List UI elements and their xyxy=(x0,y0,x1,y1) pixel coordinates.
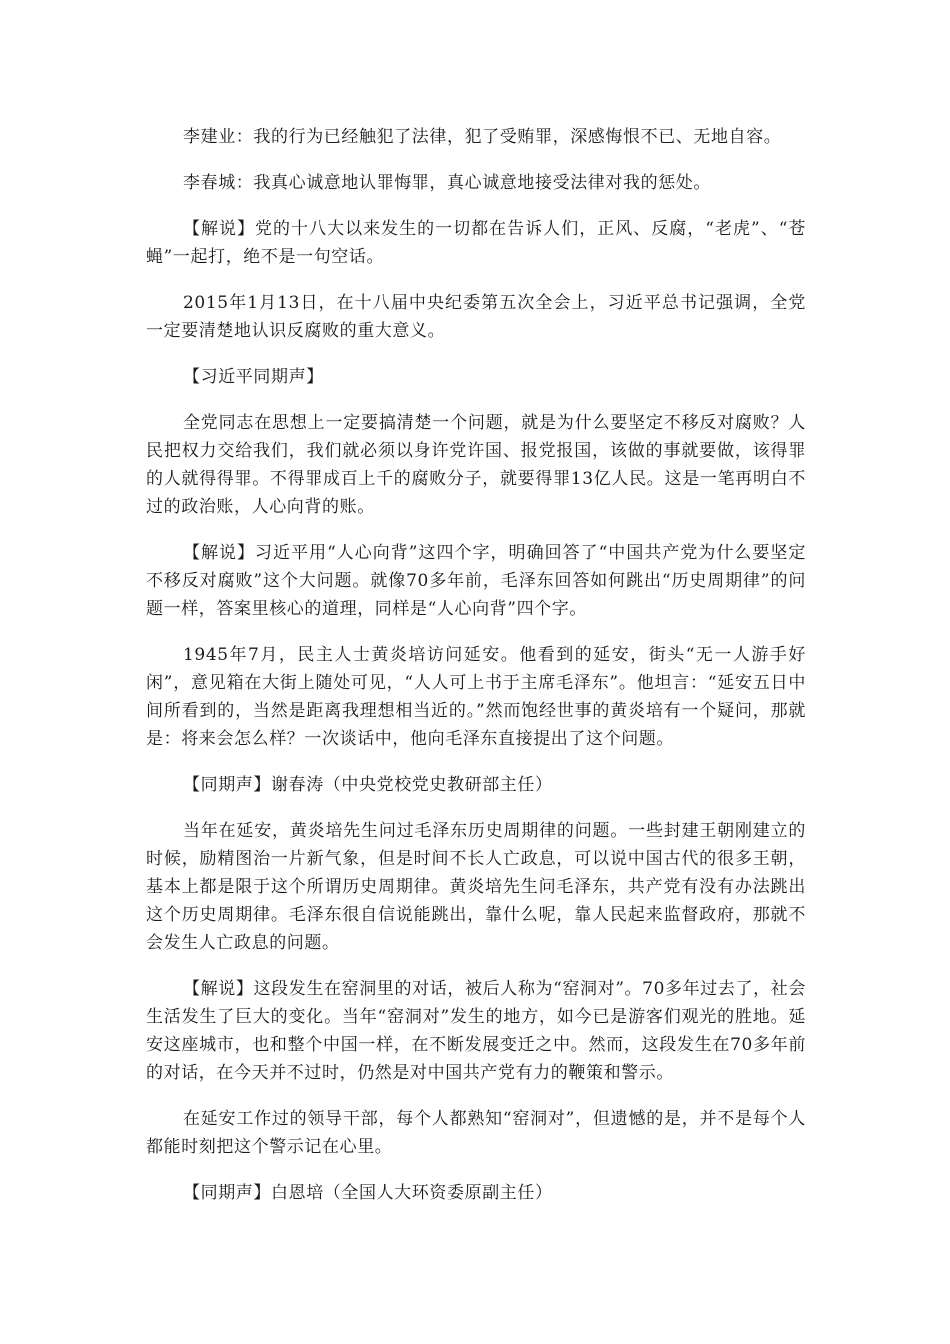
paragraph-leaders-warning: 在延安工作过的领导干部，每个人都熟知“窑洞对”，但遗憾的是，并不是每个人都能时刻把这个警示记在心里。 xyxy=(146,1109,806,1157)
paragraph-xie-chuntao-quote: 当年在延安，黄炎培先生问过毛泽东历史周期律的问题。一些封建王朝刚建立的时候，励精图治一片新气象，但是时间不长人亡政息，可以说中国古代的很多王朝，基本上都是限于这个所谓历史周期律。黄炎培先生问毛泽东，共产党有没有办法跳出这个历史周期律。毛泽东很自信说能跳出，靠什么呢，靠人民起来监督政府，那就不会发生人亡政息的问题。 xyxy=(146,821,806,953)
paragraph-bai-enpei-heading: 【同期声】白恩培（全国人大环资委原副主任） xyxy=(183,1183,553,1203)
paragraph-xi-quote: 全党同志在思想上一定要搞清楚一个问题，就是为什么要坚定不移反对腐败？人民把权力交给我们，我们就必须以身许党许国、报党报国，该做的事就要做，该得罪的人就得得罪。不得罪成百上千的腐败分子，就要得罪13亿人民。这是一笔再明白不过的政治账，人心向背的账。 xyxy=(146,413,806,517)
paragraph-xi-soundbite-heading: 【习近平同期声】 xyxy=(183,367,324,387)
paragraph-1945-yanan: 1945年7月，民主人士黄炎培访问延安。他看到的延安，街头“无一人游手好闲”，意见箱在大街上随处可见，“人人可上书于主席毛泽东”。他坦言：“延安五日中间所看到的，当然是距离我理想相当近的。”然而饱经世事的黄炎培有一个疑问，那就是：将来会怎么样？一次谈话中，他向毛泽东直接提出了这个问题。 xyxy=(146,645,806,749)
paragraph-xie-chuntao-heading: 【同期声】谢春涛（中央党校党史教研部主任） xyxy=(183,775,553,795)
paragraph-narration-anticorruption: 【解说】党的十八大以来发生的一切都在告诉人们，正风、反腐，“老虎”、“苍蝇”一起打，绝不是一句空话。 xyxy=(146,219,806,267)
paragraph-li-chuncheng-statement: 李春城：我真心诚意地认罪悔罪，真心诚意地接受法律对我的惩处。 xyxy=(183,173,711,193)
paragraph-2015-plenary: 2015年1月13日，在十八届中央纪委第五次全会上，习近平总书记强调，全党一定要清楚地认识反腐败的重大意义。 xyxy=(146,293,806,341)
document-body xyxy=(146,123,806,1225)
paragraph-narration-cave-dialogue: 【解说】这段发生在窑洞里的对话，被后人称为“窑洞对”。70多年过去了，社会生活发生了巨大的变化。当年“窑洞对”发生的地方，如今已是游客们观光的胜地。延安这座城市，也和整个中国一样，在不断发展变迁之中。然而，这段发生在70多年前的对话，在今天并不过时，仍然是对中国共产党有力的鞭策和警示。 xyxy=(146,979,806,1083)
paragraph-li-jianye-statement: 李建业：我的行为已经触犯了法律，犯了受贿罪，深感悔恨不已、无地自容。 xyxy=(183,127,782,147)
paragraph-narration-public-support: 【解说】习近平用“人心向背”这四个字，明确回答了“中国共产党为什么要坚定不移反对腐败”这个大问题。就像70多年前，毛泽东回答如何跳出“历史周期律”的问题一样，答案里核心的道理，同样是“人心向背”四个字。 xyxy=(146,543,806,619)
